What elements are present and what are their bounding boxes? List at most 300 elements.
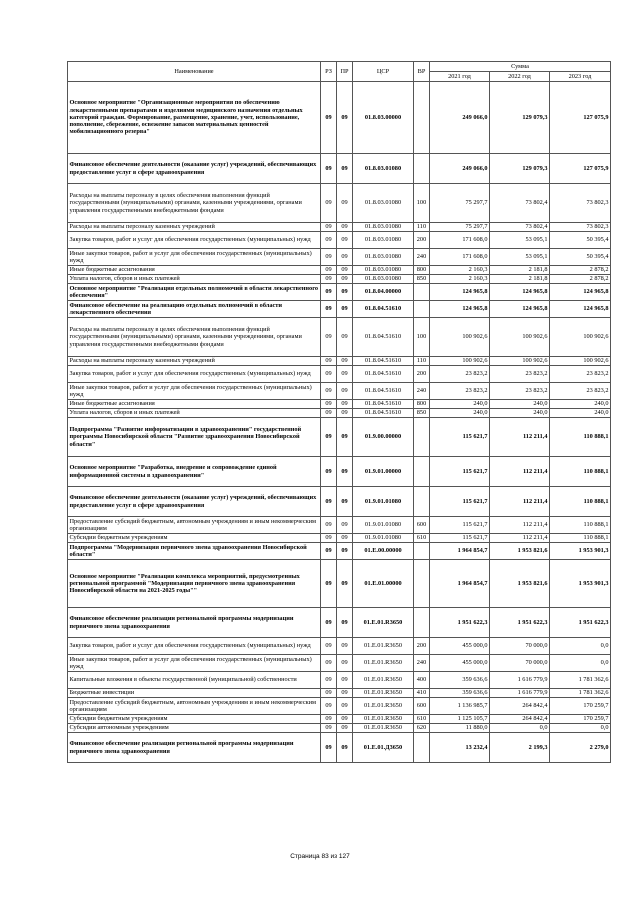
- cell-2021: 23 823,2: [430, 366, 490, 383]
- cell-csr: 01.Е.01.R3650: [353, 608, 414, 638]
- cell-2022: 1 953 821,6: [490, 560, 550, 608]
- cell-rz: 09: [321, 154, 337, 184]
- table-row: [68, 275, 611, 284]
- cell-name: Иные закупки товаров, работ и услуг для обеспечения государственных (муниципальных) нужд: [68, 249, 321, 266]
- cell-pr: 09: [337, 457, 353, 487]
- cell-vr: [414, 457, 430, 487]
- table-row: [68, 232, 611, 249]
- table-row: [68, 266, 611, 275]
- cell-2022: 1 953 821,6: [490, 543, 550, 560]
- cell-vr: [414, 543, 430, 560]
- cell-vr: [414, 284, 430, 301]
- table-row: [68, 689, 611, 698]
- cell-2022: 1 951 622,3: [490, 608, 550, 638]
- cell-2023: 73 802,3: [550, 184, 611, 223]
- cell-vr: [414, 733, 430, 763]
- table-row: [68, 366, 611, 383]
- cell-pr: 09: [337, 418, 353, 457]
- cell-vr: 400: [414, 672, 430, 689]
- cell-2021: 1 964 854,7: [430, 543, 490, 560]
- cell-pr: 09: [337, 82, 353, 154]
- cell-rz: 09: [321, 638, 337, 655]
- cell-pr: 09: [337, 266, 353, 275]
- cell-2023: 0,0: [550, 724, 611, 733]
- cell-csr: 01.8.03.01080: [353, 154, 414, 184]
- cell-2023: 110 888,1: [550, 418, 611, 457]
- header-year-2021: 2021 год: [430, 72, 490, 82]
- cell-csr: 01.8.03.01080: [353, 184, 414, 223]
- cell-rz: 09: [321, 715, 337, 724]
- cell-rz: 09: [321, 232, 337, 249]
- table-row: [68, 383, 611, 400]
- cell-rz: 09: [321, 608, 337, 638]
- cell-vr: [414, 608, 430, 638]
- cell-rz: 09: [321, 560, 337, 608]
- cell-2021: 115 621,7: [430, 534, 490, 543]
- cell-rz: 09: [321, 733, 337, 763]
- cell-2022: 264 842,4: [490, 698, 550, 715]
- header-name: Наименование: [68, 62, 321, 82]
- header-year-2022: 2022 год: [490, 72, 550, 82]
- cell-2023: 110 888,1: [550, 534, 611, 543]
- cell-vr: [414, 560, 430, 608]
- cell-rz: 09: [321, 249, 337, 266]
- cell-pr: 09: [337, 733, 353, 763]
- cell-2021: 124 965,8: [430, 301, 490, 318]
- cell-vr: 110: [414, 357, 430, 366]
- cell-2022: 70 000,0: [490, 655, 550, 672]
- cell-vr: 200: [414, 366, 430, 383]
- cell-vr: 600: [414, 517, 430, 534]
- cell-rz: 09: [321, 534, 337, 543]
- cell-rz: 09: [321, 689, 337, 698]
- cell-2022: 112 211,4: [490, 534, 550, 543]
- cell-2023: 1 951 622,3: [550, 608, 611, 638]
- cell-rz: 09: [321, 366, 337, 383]
- cell-csr: 01.8.03.01080: [353, 249, 414, 266]
- cell-2022: 112 211,4: [490, 418, 550, 457]
- cell-vr: 100: [414, 318, 430, 357]
- cell-csr: 01.9.01.01080: [353, 487, 414, 517]
- cell-vr: [414, 418, 430, 457]
- cell-name: Субсидии бюджетным учреждениям: [68, 534, 321, 543]
- cell-csr: 01.9.01.00000: [353, 457, 414, 487]
- table-row: [68, 184, 611, 223]
- cell-2023: 124 965,8: [550, 284, 611, 301]
- cell-name: Уплата налогов, сборов и иных платежей: [68, 275, 321, 284]
- cell-vr: 410: [414, 689, 430, 698]
- table-row: [68, 487, 611, 517]
- cell-2021: 249 066,0: [430, 82, 490, 154]
- cell-name: Субсидии бюджетным учреждениям: [68, 715, 321, 724]
- cell-rz: 09: [321, 655, 337, 672]
- cell-2022: 100 902,6: [490, 318, 550, 357]
- cell-vr: 240: [414, 249, 430, 266]
- cell-2021: 11 880,0: [430, 724, 490, 733]
- cell-2023: 23 823,2: [550, 366, 611, 383]
- cell-pr: 09: [337, 223, 353, 232]
- cell-vr: 240: [414, 383, 430, 400]
- cell-vr: 610: [414, 715, 430, 724]
- cell-csr: 01.8.03.00000: [353, 82, 414, 154]
- table-row: [68, 672, 611, 689]
- table-row: [68, 82, 611, 154]
- cell-2023: 110 888,1: [550, 457, 611, 487]
- cell-pr: 09: [337, 154, 353, 184]
- cell-name: Подпрограмма "Развитие информатизации в здравоохранении" государственной программы Новосибирской области "Развитие здравоохранения Новосибирской области": [68, 418, 321, 457]
- table-row: [68, 154, 611, 184]
- table-row: [68, 698, 611, 715]
- cell-rz: 09: [321, 409, 337, 418]
- cell-2023: 2 878,2: [550, 275, 611, 284]
- cell-rz: 09: [321, 318, 337, 357]
- table-row: [68, 724, 611, 733]
- cell-2022: 1 616 779,9: [490, 689, 550, 698]
- cell-name: Иные бюджетные ассигнования: [68, 400, 321, 409]
- cell-rz: 09: [321, 400, 337, 409]
- cell-pr: 09: [337, 383, 353, 400]
- cell-name: Расходы на выплаты персоналу казенных учреждений: [68, 357, 321, 366]
- cell-2023: 124 965,8: [550, 301, 611, 318]
- cell-pr: 09: [337, 715, 353, 724]
- cell-rz: 09: [321, 418, 337, 457]
- cell-csr: 01.Е.01.00000: [353, 560, 414, 608]
- cell-2023: 1 953 901,3: [550, 543, 611, 560]
- cell-name: Иные закупки товаров, работ и услуг для обеспечения государственных (муниципальных) нужд: [68, 383, 321, 400]
- cell-name: Основное мероприятие "Организационные мероприятия по обеспечению лекарственными препаратами и изделиями медицинского назначения отдельных категорий граждан. Формирование, размещение, хранение, учет, использование, пополнение, сбережение, освежение запасов материальных ценностей мобилизационного резерва": [68, 82, 321, 154]
- header-year-2023: 2023 год: [550, 72, 611, 82]
- cell-2021: 115 621,7: [430, 457, 490, 487]
- cell-name: Бюджетные инвестиции: [68, 689, 321, 698]
- table-row: [68, 418, 611, 457]
- cell-2021: 249 066,0: [430, 154, 490, 184]
- table-row: [68, 409, 611, 418]
- cell-2022: 73 802,4: [490, 223, 550, 232]
- cell-csr: 01.8.04.51610: [353, 357, 414, 366]
- cell-2022: 73 802,4: [490, 184, 550, 223]
- cell-csr: 01.9.01.01080: [353, 534, 414, 543]
- cell-name: Подпрограмма "Модернизация первичного звена здравоохранения Новосибирской области": [68, 543, 321, 560]
- cell-name: Предоставление субсидий бюджетным, автономным учреждениям и иным некоммерческим организациям: [68, 698, 321, 715]
- cell-name: Основное мероприятие "Реализация отдельных полномочий в области лекарственного обеспечения": [68, 284, 321, 301]
- cell-pr: 09: [337, 608, 353, 638]
- cell-2021: 1 136 985,7: [430, 698, 490, 715]
- cell-pr: 09: [337, 184, 353, 223]
- cell-2023: 73 802,3: [550, 223, 611, 232]
- cell-2021: 171 608,0: [430, 249, 490, 266]
- cell-csr: 01.8.04.51610: [353, 301, 414, 318]
- cell-2021: 115 621,7: [430, 418, 490, 457]
- cell-name: Основное мероприятие "Разработка, внедрение и сопровождение единой информационной системы в здравоохранении": [68, 457, 321, 487]
- cell-2022: 124 965,8: [490, 301, 550, 318]
- cell-pr: 09: [337, 409, 353, 418]
- header-sum: Сумма: [430, 62, 611, 72]
- cell-pr: 09: [337, 534, 353, 543]
- cell-2021: 115 621,7: [430, 517, 490, 534]
- cell-2021: 359 636,6: [430, 672, 490, 689]
- cell-2021: 455 000,0: [430, 638, 490, 655]
- cell-rz: 09: [321, 184, 337, 223]
- cell-pr: 09: [337, 232, 353, 249]
- cell-2023: 50 395,4: [550, 232, 611, 249]
- cell-2022: 23 823,2: [490, 366, 550, 383]
- cell-vr: 200: [414, 232, 430, 249]
- cell-pr: 09: [337, 560, 353, 608]
- cell-vr: [414, 301, 430, 318]
- table-row: [68, 284, 611, 301]
- cell-2022: 240,0: [490, 409, 550, 418]
- cell-vr: 100: [414, 184, 430, 223]
- cell-2022: 2 181,8: [490, 275, 550, 284]
- cell-2022: 53 095,1: [490, 232, 550, 249]
- page-number: Страница 83 из 127: [290, 853, 350, 860]
- header-vr: ВР: [414, 62, 430, 82]
- cell-2023: 240,0: [550, 409, 611, 418]
- cell-vr: 800: [414, 400, 430, 409]
- cell-name: Основное мероприятие "Реализация комплекса мероприятий, предусмотренных региональной программой "Модернизация первичного звена здравоохранения Новосибирской области на 2021-2025 годы"": [68, 560, 321, 608]
- cell-rz: 09: [321, 275, 337, 284]
- cell-vr: 850: [414, 409, 430, 418]
- cell-csr: 01.Е.00.00000: [353, 543, 414, 560]
- cell-vr: 110: [414, 223, 430, 232]
- cell-csr: 01.8.03.01080: [353, 275, 414, 284]
- cell-2023: 1 781 362,6: [550, 689, 611, 698]
- table-row: [68, 733, 611, 763]
- cell-name: Финансовое обеспечение деятельности (оказание услуг) учреждений, обеспечивающих предоставление услуг в сфере здравоохранения: [68, 154, 321, 184]
- cell-2022: 124 965,8: [490, 284, 550, 301]
- cell-rz: 09: [321, 266, 337, 275]
- cell-2023: 0,0: [550, 638, 611, 655]
- cell-vr: [414, 487, 430, 517]
- cell-2023: 23 823,2: [550, 383, 611, 400]
- cell-rz: 09: [321, 301, 337, 318]
- cell-2023: 240,0: [550, 400, 611, 409]
- cell-2022: 112 211,4: [490, 517, 550, 534]
- cell-pr: 09: [337, 366, 353, 383]
- cell-2023: 2 878,2: [550, 266, 611, 275]
- cell-rz: 09: [321, 457, 337, 487]
- cell-rz: 09: [321, 724, 337, 733]
- cell-name: Расходы на выплаты персоналу казенных учреждений: [68, 223, 321, 232]
- cell-2021: 171 608,0: [430, 232, 490, 249]
- cell-name: Субсидии автономным учреждениям: [68, 724, 321, 733]
- cell-pr: 09: [337, 638, 353, 655]
- cell-name: Финансовое обеспечение на реализацию отдельных полномочий в области лекарственного обеспечения: [68, 301, 321, 318]
- cell-csr: 01.Е.01.R3650: [353, 638, 414, 655]
- table-row: [68, 223, 611, 232]
- cell-2021: 100 902,6: [430, 357, 490, 366]
- cell-csr: 01.9.01.01080: [353, 517, 414, 534]
- cell-csr: 01.Е.01.R3650: [353, 715, 414, 724]
- cell-2023: 110 888,1: [550, 487, 611, 517]
- cell-pr: 09: [337, 284, 353, 301]
- cell-2021: 23 823,2: [430, 383, 490, 400]
- cell-2021: 75 297,7: [430, 184, 490, 223]
- cell-csr: 01.8.03.01080: [353, 223, 414, 232]
- cell-rz: 09: [321, 698, 337, 715]
- cell-2023: 127 075,9: [550, 154, 611, 184]
- cell-vr: 610: [414, 534, 430, 543]
- table-row: [68, 534, 611, 543]
- cell-pr: 09: [337, 400, 353, 409]
- cell-vr: 600: [414, 698, 430, 715]
- cell-2021: 240,0: [430, 409, 490, 418]
- cell-pr: 09: [337, 543, 353, 560]
- cell-vr: 850: [414, 275, 430, 284]
- cell-2022: 53 095,1: [490, 249, 550, 266]
- cell-2021: 1 125 105,7: [430, 715, 490, 724]
- cell-name: Предоставление субсидий бюджетным, автономным учреждениям и иным некоммерческим организациям: [68, 517, 321, 534]
- cell-rz: 09: [321, 223, 337, 232]
- cell-2023: 100 902,6: [550, 318, 611, 357]
- cell-2023: 110 888,1: [550, 517, 611, 534]
- cell-rz: 09: [321, 487, 337, 517]
- table-row: [68, 543, 611, 560]
- cell-2023: 170 259,7: [550, 698, 611, 715]
- cell-pr: 09: [337, 672, 353, 689]
- cell-csr: 01.Е.01.R3650: [353, 689, 414, 698]
- cell-name: Расходы на выплаты персоналу в целях обеспечения выполнения функций государственными (муниципальными) органами, казенными учреждениями, органами управления государственными внебюджетными фондами: [68, 318, 321, 357]
- table-row: [68, 517, 611, 534]
- budget-table: [67, 61, 611, 763]
- cell-2022: 1 616 779,9: [490, 672, 550, 689]
- header-csr: ЦСР: [353, 62, 414, 82]
- cell-2022: 129 079,3: [490, 82, 550, 154]
- cell-name: Иные бюджетные ассигнования: [68, 266, 321, 275]
- cell-2021: 2 160,3: [430, 275, 490, 284]
- cell-name: Финансовое обеспечение реализации региональной программы модернизации первичного звена здравоохранения: [68, 608, 321, 638]
- cell-2021: 13 232,4: [430, 733, 490, 763]
- table-row: [68, 655, 611, 672]
- cell-vr: 620: [414, 724, 430, 733]
- cell-2022: 23 823,2: [490, 383, 550, 400]
- cell-csr: 01.8.04.51610: [353, 409, 414, 418]
- cell-csr: 01.8.04.51610: [353, 318, 414, 357]
- cell-rz: 09: [321, 284, 337, 301]
- cell-2021: 2 160,3: [430, 266, 490, 275]
- cell-vr: [414, 82, 430, 154]
- cell-2022: 264 842,4: [490, 715, 550, 724]
- cell-2023: 1 953 901,3: [550, 560, 611, 608]
- header-rz: РЗ: [321, 62, 337, 82]
- cell-csr: 01.8.04.51610: [353, 366, 414, 383]
- cell-2023: 1 781 362,6: [550, 672, 611, 689]
- table-row: [68, 318, 611, 357]
- cell-name: Расходы на выплаты персоналу в целях обеспечения выполнения функций государственными (муниципальными) органами, казенными учреждениями, органами управления государственными внебюджетными фондами: [68, 184, 321, 223]
- cell-csr: 01.8.04.51610: [353, 400, 414, 409]
- cell-2023: 0,0: [550, 655, 611, 672]
- cell-2021: 1 951 622,3: [430, 608, 490, 638]
- cell-2022: 112 211,4: [490, 487, 550, 517]
- cell-name: Закупка товаров, работ и услуг для обеспечения государственных (муниципальных) нужд: [68, 232, 321, 249]
- cell-csr: 01.Е.01.R3650: [353, 698, 414, 715]
- table-row: [68, 249, 611, 266]
- cell-2022: 2 199,3: [490, 733, 550, 763]
- cell-2022: 0,0: [490, 724, 550, 733]
- cell-2021: 115 621,7: [430, 487, 490, 517]
- cell-2021: 1 964 854,7: [430, 560, 490, 608]
- table-row: [68, 608, 611, 638]
- cell-csr: 01.8.03.01080: [353, 266, 414, 275]
- cell-2022: 129 079,3: [490, 154, 550, 184]
- cell-2022: 100 902,6: [490, 357, 550, 366]
- header-pr: ПР: [337, 62, 353, 82]
- cell-pr: 09: [337, 517, 353, 534]
- cell-csr: 01.Е.01.R3650: [353, 672, 414, 689]
- cell-2023: 50 395,4: [550, 249, 611, 266]
- cell-pr: 09: [337, 655, 353, 672]
- cell-csr: 01.9.00.00000: [353, 418, 414, 457]
- table-body: [68, 82, 611, 763]
- cell-2021: 359 636,6: [430, 689, 490, 698]
- cell-rz: 09: [321, 82, 337, 154]
- cell-2023: 127 075,9: [550, 82, 611, 154]
- cell-2022: 2 181,8: [490, 266, 550, 275]
- cell-vr: 800: [414, 266, 430, 275]
- table-row: [68, 301, 611, 318]
- cell-pr: 09: [337, 698, 353, 715]
- cell-csr: 01.Е.01.Д3650: [353, 733, 414, 763]
- cell-pr: 09: [337, 724, 353, 733]
- cell-name: Капитальные вложения в объекты государственной (муниципальной) собственности: [68, 672, 321, 689]
- cell-pr: 09: [337, 318, 353, 357]
- budget-table-sheet: [67, 61, 610, 763]
- cell-rz: 09: [321, 357, 337, 366]
- table-row: [68, 400, 611, 409]
- cell-2023: 170 259,7: [550, 715, 611, 724]
- cell-2021: 75 297,7: [430, 223, 490, 232]
- cell-2023: 100 902,6: [550, 357, 611, 366]
- cell-2021: 100 902,6: [430, 318, 490, 357]
- cell-csr: 01.8.04.00000: [353, 284, 414, 301]
- cell-name: Уплата налогов, сборов и иных платежей: [68, 409, 321, 418]
- cell-2021: 455 000,0: [430, 655, 490, 672]
- cell-vr: 200: [414, 638, 430, 655]
- cell-name: Финансовое обеспечение деятельности (оказание услуг) учреждений, обеспечивающих предоставление услуг в сфере здравоохранения: [68, 487, 321, 517]
- table-row: [68, 638, 611, 655]
- cell-csr: 01.8.03.01080: [353, 232, 414, 249]
- table-row: [68, 715, 611, 724]
- cell-2022: 240,0: [490, 400, 550, 409]
- cell-rz: 09: [321, 383, 337, 400]
- cell-2022: 112 211,4: [490, 457, 550, 487]
- cell-rz: 09: [321, 543, 337, 560]
- cell-csr: 01.Е.01.R3650: [353, 724, 414, 733]
- cell-name: Иные закупки товаров, работ и услуг для обеспечения государственных (муниципальных) нужд: [68, 655, 321, 672]
- cell-rz: 09: [321, 517, 337, 534]
- cell-name: Закупка товаров, работ и услуг для обеспечения государственных (муниципальных) нужд: [68, 366, 321, 383]
- cell-2022: 70 000,0: [490, 638, 550, 655]
- table-row: [68, 560, 611, 608]
- cell-vr: 240: [414, 655, 430, 672]
- cell-rz: 09: [321, 672, 337, 689]
- cell-2021: 240,0: [430, 400, 490, 409]
- cell-name: Закупка товаров, работ и услуг для обеспечения государственных (муниципальных) нужд: [68, 638, 321, 655]
- cell-pr: 09: [337, 275, 353, 284]
- cell-csr: 01.8.04.51610: [353, 383, 414, 400]
- cell-pr: 09: [337, 301, 353, 318]
- cell-pr: 09: [337, 689, 353, 698]
- table-row: [68, 357, 611, 366]
- cell-pr: 09: [337, 249, 353, 266]
- cell-csr: 01.Е.01.R3650: [353, 655, 414, 672]
- cell-pr: 09: [337, 487, 353, 517]
- cell-vr: [414, 154, 430, 184]
- cell-2021: 124 965,8: [430, 284, 490, 301]
- table-row: [68, 457, 611, 487]
- cell-pr: 09: [337, 357, 353, 366]
- cell-name: Финансовое обеспечение реализации региональной программы модернизации первичного звена здравоохранения: [68, 733, 321, 763]
